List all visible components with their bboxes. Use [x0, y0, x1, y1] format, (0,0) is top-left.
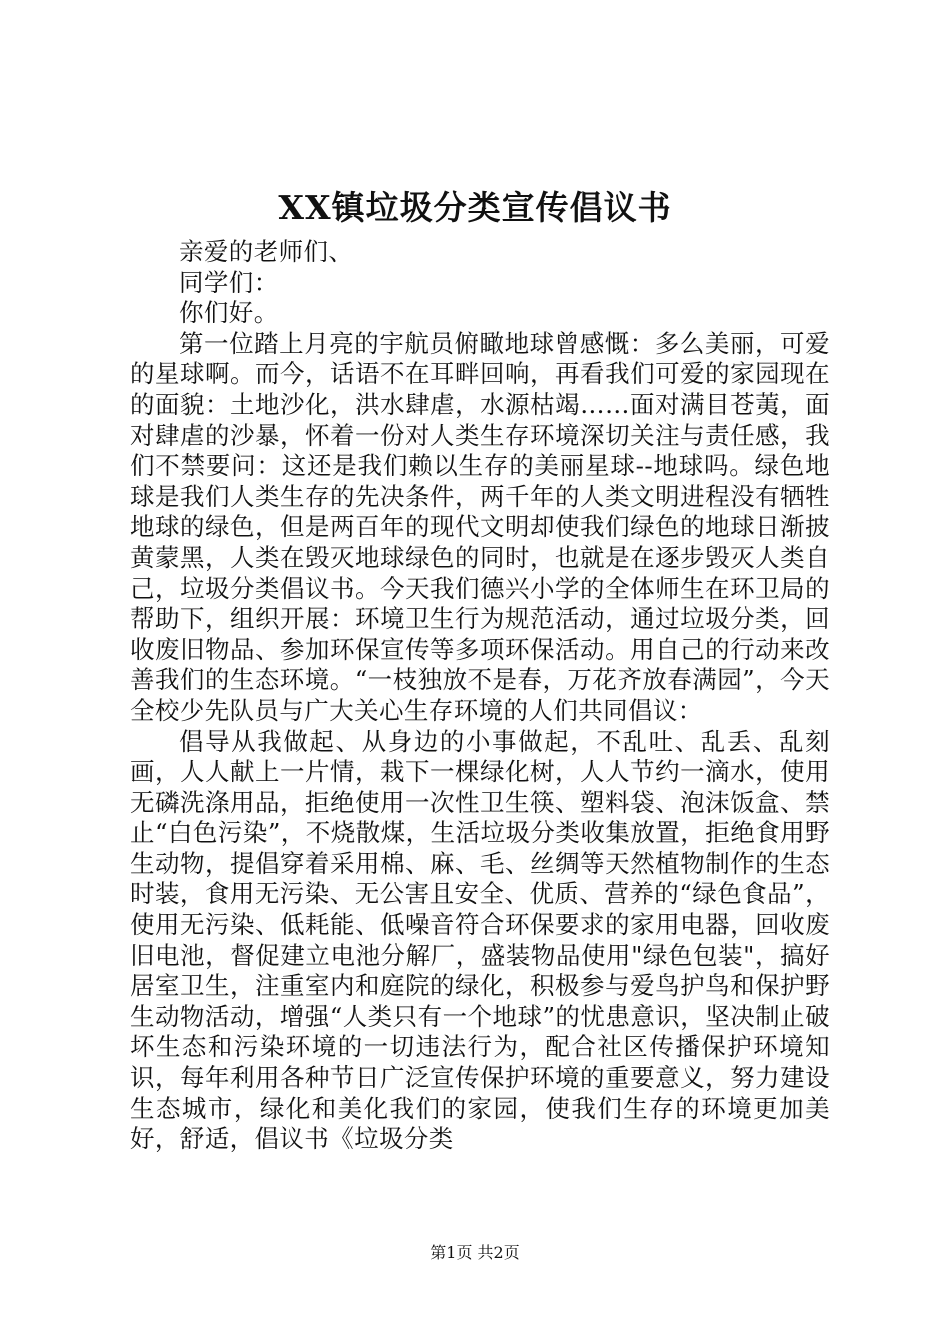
page-number-footer: 第1页 共2页 — [430, 1243, 520, 1262]
salutation-line: 同学们： — [179, 267, 279, 297]
body-paragraph: 倡导从我做起、从身边的小事做起，不乱吐、乱丢、乱刻画，人人献上一片情，栽下一棵绿化树，人人节约一滴水，使用无磷洗涤用品，拒绝使用一次性卫生筷、塑料袋、泡沫饭盒、禁止“白色污染”，不烧散煤，生活垃圾分类收集放置，拒绝食用野生动物，提倡穿着采用棉、麻、毛、丝绸等天然植物制作的生态时装，食用无污染、无公害且安全、优质、营养的“绿色食品”，使用无污染、低耗能、低噪音符合环保要求的家用电器，回收废旧电池，督促建立电池分解厂，盛装物品使用"绿色包装"，搞好居室卫生，注重室内和庭院的绿化，积极参与爱鸟护鸟和保护野生动物活动，增强“人类只有一个地球”的忧患意识，坚决制止破坏生态和污染环境的一切违法行为，配合社区传播保护环境知识，每年利用各种节日广泛宣传保护环境的重要意义，努力建设生态城市，绿化和美化我们的家园，使我们生存的环境更加美好，舒适，倡议书《垃圾分类 — [130, 726, 830, 1154]
salutation-line: 亲爱的老师们、 — [179, 237, 354, 266]
salutation-line: 你们好。 — [179, 298, 279, 328]
document-body — [130, 237, 830, 1155]
body-paragraph: 第一位踏上月亮的宇航员俯瞰地球曾感慨：多么美丽，可爱的星球啊。而今，话语不在耳畔回响，再看我们可爱的家园现在的面貌：土地沙化，洪水肆虐，水源枯竭……面对满目苍荑，面对肆虐的沙暴，怀着一份对人类生存环境深切关注与责任感，我们不禁要问：这还是我们赖以生存的美丽星球--地球吗。绿色地球是我们人类生存的先决条件，两千年的人类文明进程没有牺牲地球的绿色，但是两百年的现代文明却使我们绿色的地球日渐披黄蒙黑，人类在毁灭地球绿色的同时，也就是在逐步毁灭人类自己，垃圾分类倡议书。今天我们德兴小学的全体师生在环卫局的帮助下，组织开展：环境卫生行为规范活动，通过垃圾分类，回收废旧物品、参加环保宣传等多项环保活动。用自己的行动来改善我们的生态环境。“一枝独放不是春，万花齐放春满园”，今天全校少先队员与广大关心生存环境的人们共同倡议： — [130, 328, 830, 725]
document-title: XX镇垃圾分类宣传倡议书 — [278, 188, 672, 227]
